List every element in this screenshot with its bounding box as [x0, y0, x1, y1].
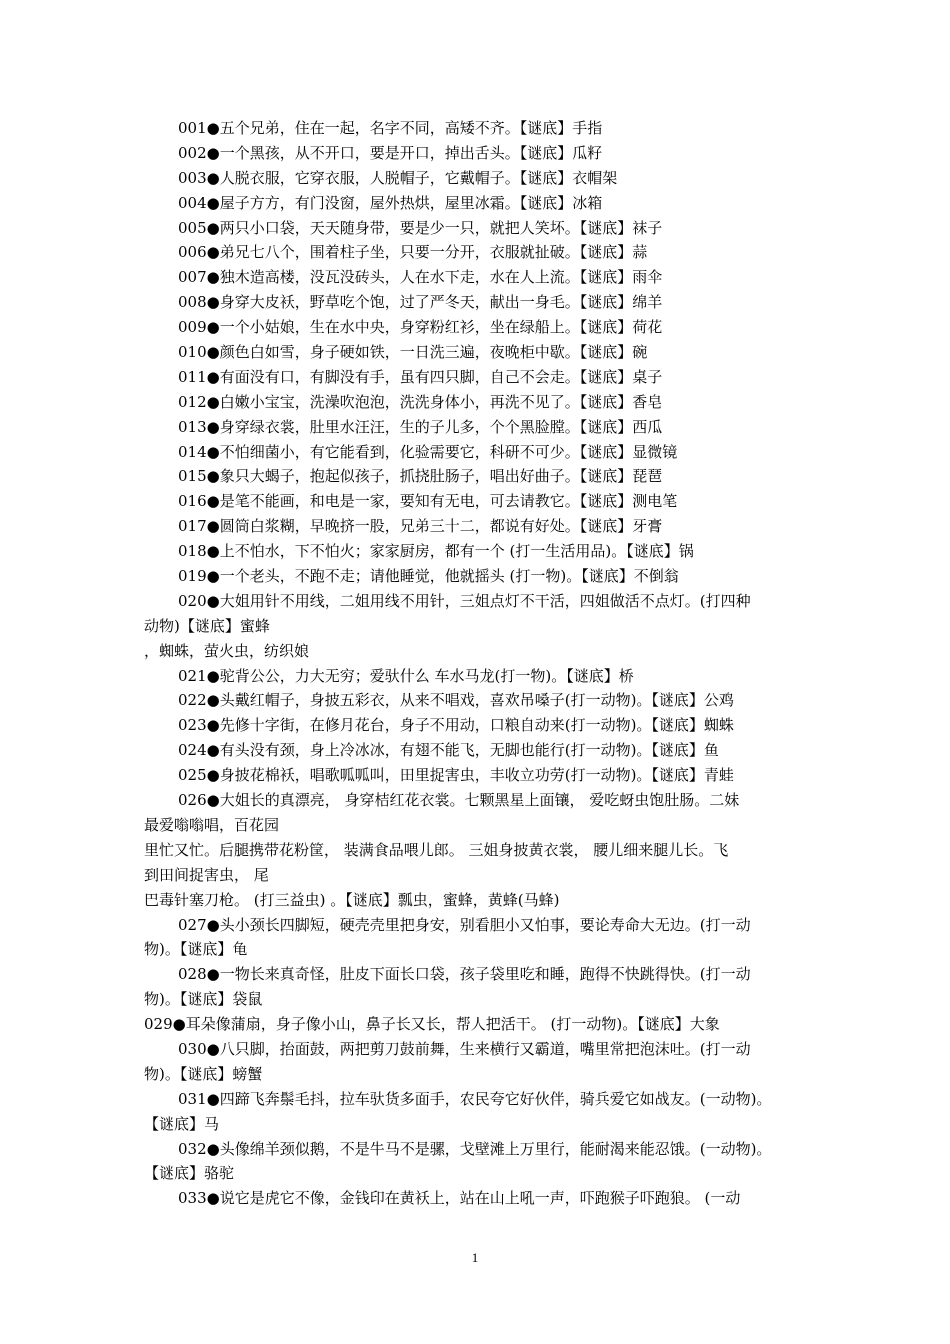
- text-line: 012●白嫩小宝宝，洗澡吹泡泡，洗洗身体小，再洗不见了。【谜底】香皂: [178, 392, 663, 411]
- text-line: 021●驼背公公，力大无穷；爱驮什么 车水马龙(打一物)。【谜底】桥: [178, 666, 634, 685]
- text-line: 013●身穿绿衣裳，肚里水汪汪，生的子儿多，个个黑脸膛。【谜底】西瓜: [178, 417, 663, 436]
- text-line: ，蜘蛛，萤火虫，纺织娘: [144, 641, 310, 660]
- text-line: 001●五个兄弟，住在一起，名字不同，高矮不齐。【谜底】手指: [178, 119, 603, 137]
- text-line: 032●头像绵羊颈似鹅，不是牛马不是骡，戈壁滩上万里行，能耐渴来能忍饿。(一动物)。: [178, 1139, 772, 1158]
- text-line: 008●身穿大皮袄，野草吃个饱，过了严冬天，献出一身毛。【谜底】绵羊: [178, 293, 663, 312]
- text-line: 016●是笔不能画，和电是一家，要知有无电，可去请教它。【谜底】测电笔: [178, 492, 678, 511]
- text-line: 019●一个老头，不跑不走；请他睡觉，他就摇头 (打一物)。【谜底】不倒翁: [178, 567, 679, 586]
- text-line: 【谜底】马: [144, 1114, 220, 1133]
- text-line: 最爱嗡嗡唱，百花园: [144, 815, 280, 834]
- text-line: 007●独木造高楼，没瓦没砖头，人在水下走，水在人上流。【谜底】雨伞: [178, 268, 663, 287]
- text-line: 029●耳朵像蒲扇，身子像小山，鼻子长又长，帮人把活干。 (打一动物)。【谜底】大象: [144, 1015, 720, 1034]
- text-line: 027●头小颈长四脚短，硬壳壳里把身安，别看胆小又怕事，要论寿命大无边。(打一动: [178, 915, 751, 934]
- text-line: 028●一物长来真奇怪，肚皮下面长口袋，孩子袋里吃和睡，跑得不快跳得快。(打一动: [178, 965, 751, 984]
- text-line: 020●大姐用针不用线，二姐用线不用针，三姐点灯不干活，四姐做活不点灯。(打四种: [178, 591, 751, 610]
- text-line: 004●屋子方方，有门没窗，屋外热烘，屋里冰霜。【谜底】冰箱: [178, 193, 603, 212]
- text-line: 物)。【谜底】袋鼠: [144, 990, 263, 1009]
- text-line: 003●人脱衣服，它穿衣服，人脱帽子，它戴帽子。【谜底】衣帽架: [178, 168, 618, 187]
- text-line: 025●身披花棉袄，唱歌呱呱叫，田里捉害虫，丰收立功劳(打一动物)。【谜底】青蛙: [178, 766, 734, 785]
- text-line: 024●有头没有颈，身上冷冰冰，有翅不能飞，无脚也能行(打一动物)。【谜底】鱼: [178, 741, 719, 760]
- text-line: 002●一个黑孩，从不开口，要是开口，掉出舌头。【谜底】瓜籽: [178, 143, 603, 162]
- riddle-text-body: [144, 116, 812, 1211]
- text-line: 030●八只脚，抬面鼓，两把剪刀鼓前舞，生来横行又霸道，嘴里常把泡沫吐。(打一动: [178, 1039, 751, 1058]
- text-line: 006●弟兄七八个，围着柱子坐，只要一分开，衣服就扯破。【谜底】蒜: [178, 243, 648, 262]
- text-line: 026●大姐长的真漂亮， 身穿桔红花衣裳。七颗黑星上面镶， 爱吃蚜虫饱肚肠。二妹: [178, 791, 740, 810]
- text-line: 031●四蹄飞奔鬃毛抖，拉车驮货多面手，农民夸它好伙伴，骑兵爱它如战友。(一动物)。: [178, 1089, 772, 1108]
- text-line: 022●头戴红帽子，身披五彩衣，从来不唱戏，喜欢吊嗓子(打一动物)。【谜底】公鸡: [178, 691, 734, 710]
- text-line: 023●先修十字街，在修月花台，身子不用动，口粮自动来(打一动物)。【谜底】蜘蛛: [178, 716, 734, 735]
- text-line: 011●有面没有口，有脚没有手，虽有四只脚，自己不会走。【谜底】桌子: [178, 367, 663, 386]
- text-line: 动物)【谜底】蜜蜂: [144, 616, 270, 635]
- text-line: 【谜底】骆驼: [144, 1164, 235, 1183]
- text-line: 009●一个小姑娘，生在水中央，身穿粉红衫，坐在绿船上。【谜底】荷花: [178, 318, 663, 337]
- text-line: 033●说它是虎它不像，金钱印在黄袄上，站在山上吼一声，吓跑猴子吓跑狼。 (一动: [178, 1189, 741, 1208]
- text-line: 里忙又忙。后腿携带花粉筐， 装满食品喂儿郎。 三姐身披黄衣裳， 腰儿细来腿儿长。飞: [144, 840, 729, 859]
- text-line: 005●两只小口袋，天天随身带，要是少一只，就把人笑坏。【谜底】袜子: [178, 218, 663, 237]
- text-line: 014●不怕细菌小，有它能看到，化验需要它，科研不可少。【谜底】显微镜: [178, 442, 678, 461]
- text-line: 017●圆筒白浆糊，早晚挤一股，兄弟三十二，都说有好处。【谜底】牙膏: [178, 517, 663, 536]
- text-line: 018●上不怕水，下不怕火；家家厨房，都有一个 (打一生活用品)。【谜底】锅: [178, 542, 694, 561]
- text-line: 巴毒针塞刀枪。 (打三益虫) 。【谜底】瓢虫，蜜蜂，黄蜂(马蜂): [144, 890, 560, 909]
- text-line: 015●象只大蝎子，抱起似孩子，抓挠肚肠子，唱出好曲子。【谜底】琵琶: [178, 467, 663, 486]
- page-number: 1: [471, 1250, 479, 1265]
- text-line: 到田间捉害虫， 尾: [144, 865, 269, 884]
- text-line: 物)。【谜底】龟: [144, 940, 248, 959]
- text-line: 010●颜色白如雪，身子硬如铁，一日洗三遍，夜晚柜中歇。【谜底】碗: [178, 343, 648, 362]
- text-line: 物)。【谜底】螃蟹: [144, 1064, 263, 1083]
